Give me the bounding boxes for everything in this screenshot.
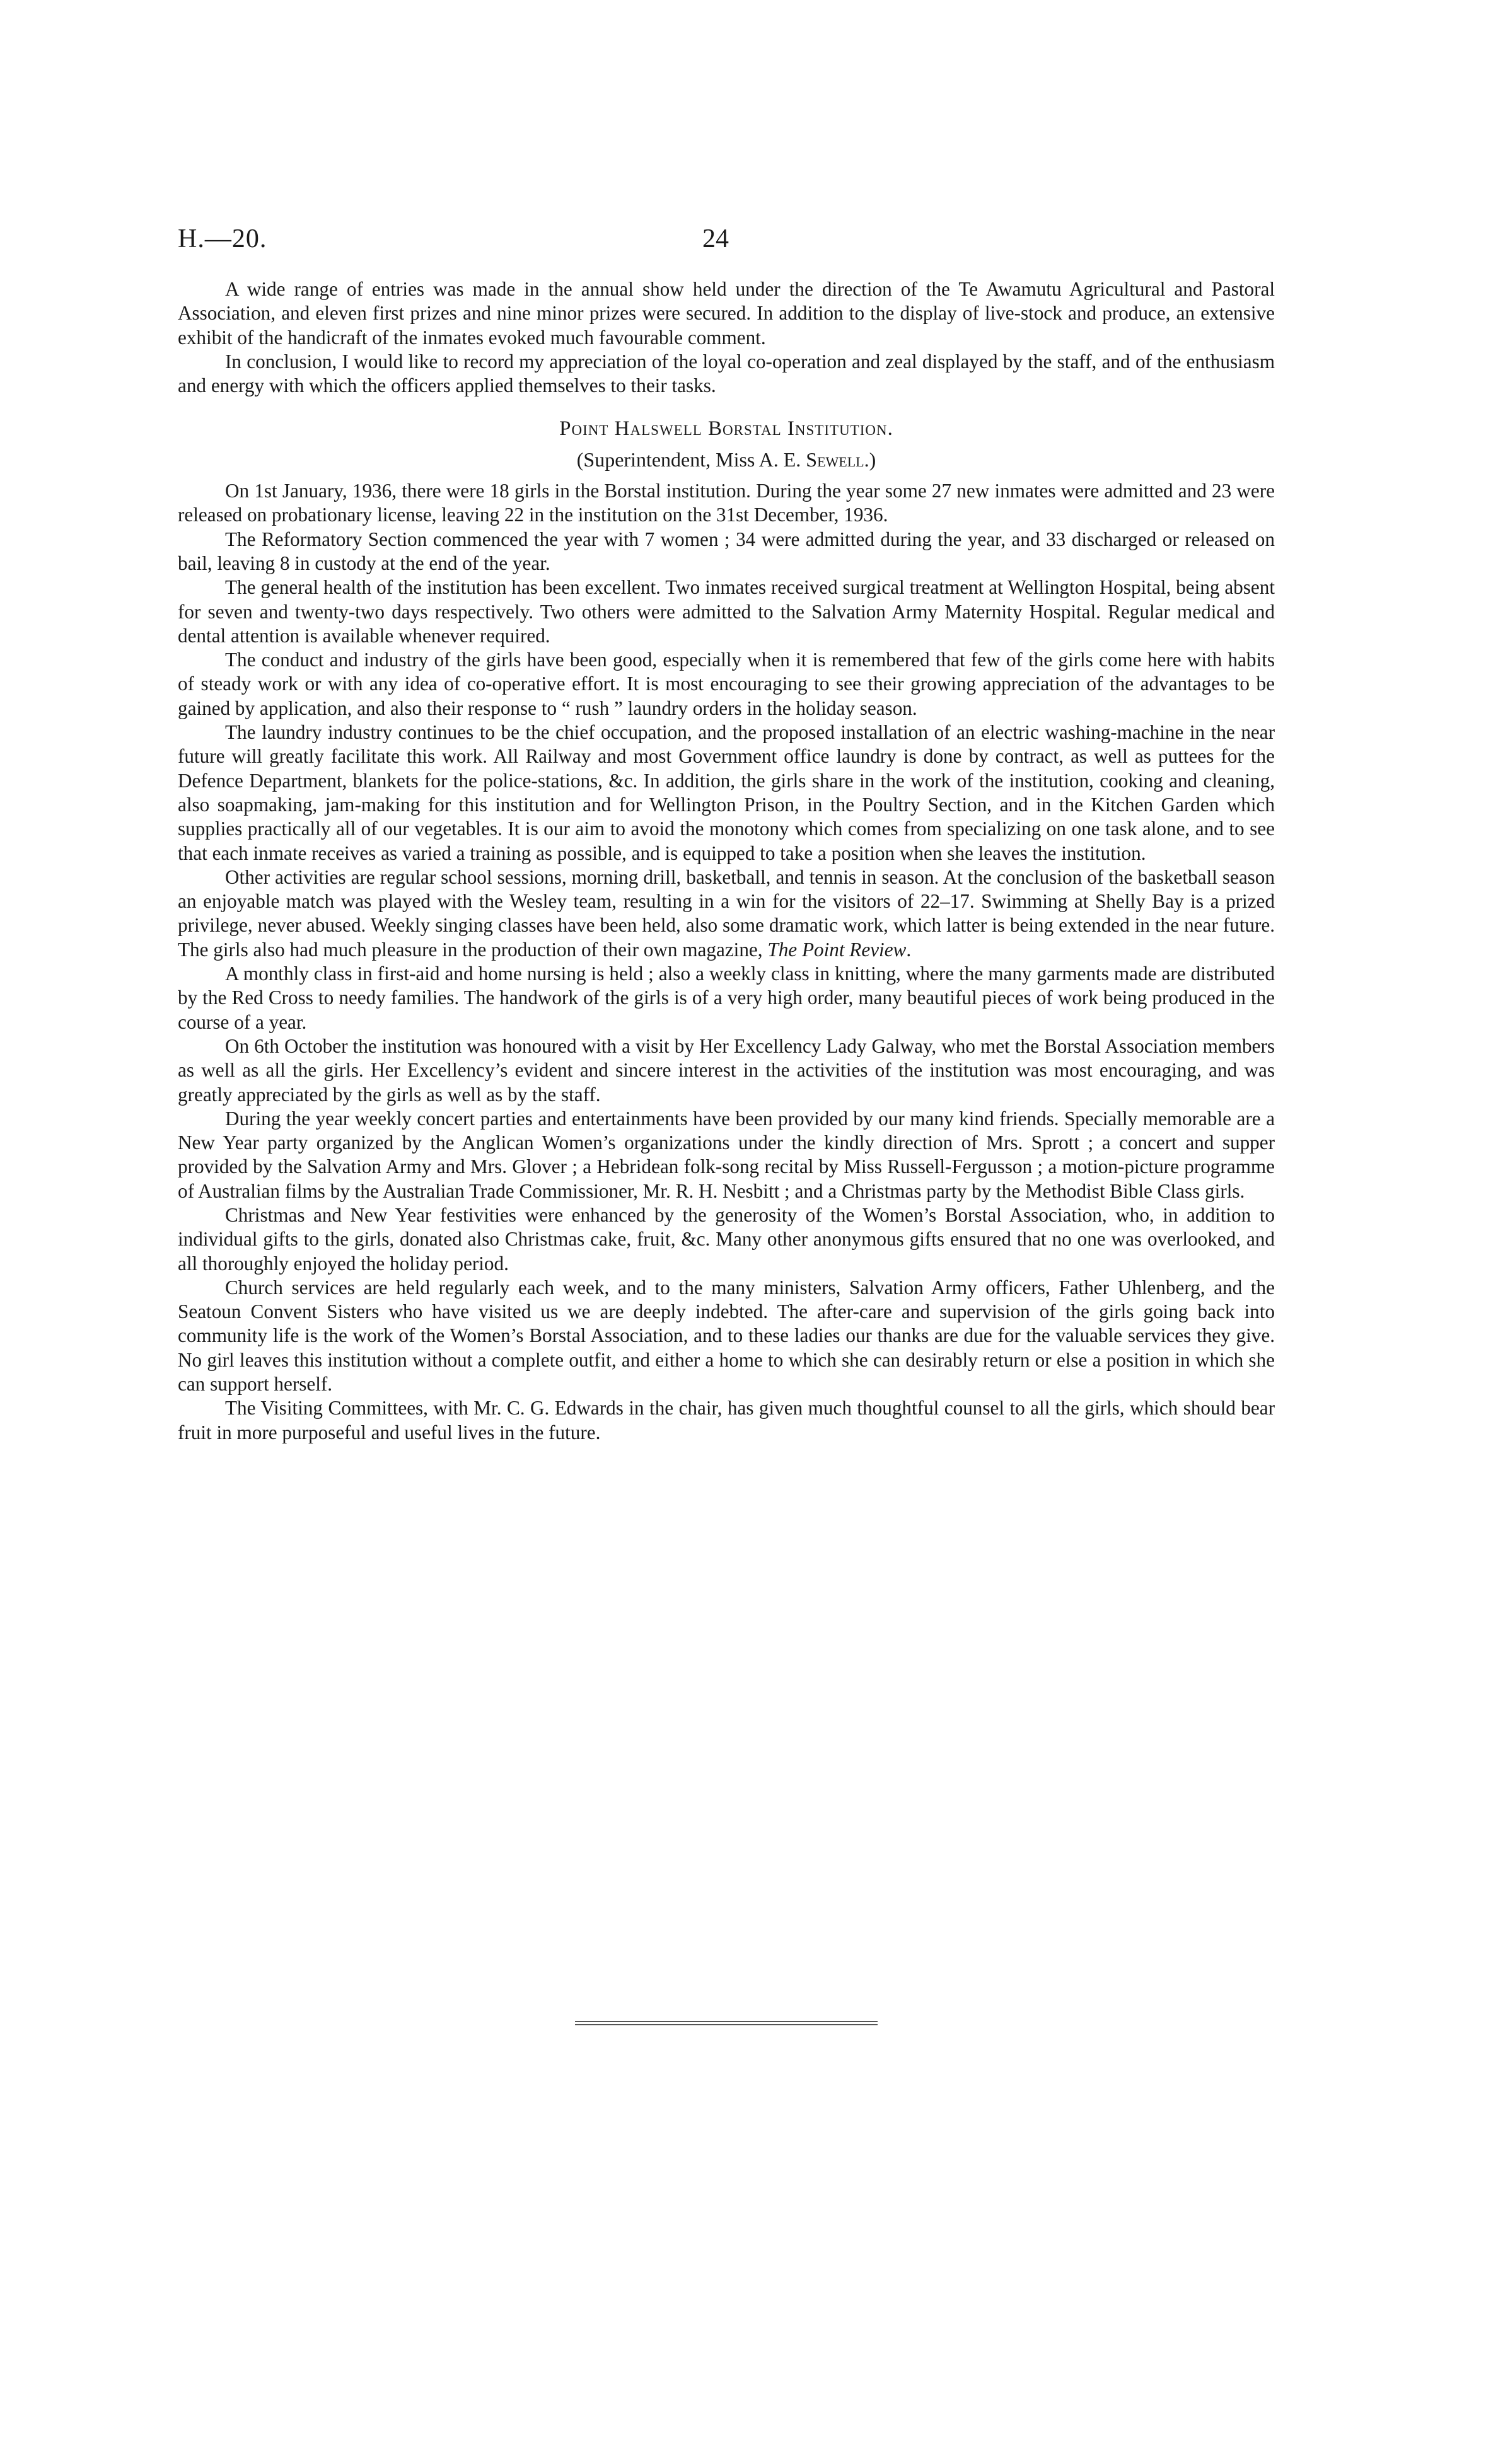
paragraph-reformatory: The Reformatory Section commenced the year with 7 women ; 34 were admitted during the year, and 33 discharged or released on bail, leaving 8 in custody at the end of the year. (178, 528, 1275, 574)
report-reference: H.—20. (178, 224, 267, 253)
paragraph-inmates: On 1st January, 1936, there were 18 girls in the Borstal institution. During the year some 27 new inmates were admitted and 23 were released on probationary license, leaving 22 in the institution on the 31st December, 1936. (178, 480, 1275, 526)
subheading-suffix: .) (864, 448, 876, 471)
paragraph-conclusion: In conclusion, I would like to record my appreciation of the loyal co-operation and zeal displayed by the staff, and of the enthusiasm and energy with which the officers applied themselves to their tasks. (178, 350, 1275, 397)
paragraph-visit: On 6th October the institution was honoured with a visit by Her Excellency Lady Galway, who met the Borstal Association members as well as all the girls. Her Excellency’s evident and sincere interest in the activities of the institution was most encouraging, and was greatly appreciated by the girls as well as by the staff. (178, 1034, 1275, 1106)
closing-rule-line-top (575, 2021, 878, 2022)
page-number: 24 (702, 224, 729, 253)
paragraph-church: Church services are held regularly each week, and to the many ministers, Salvation Army officers, Father Uhlenberg, and the Seatoun Convent Sisters who have visited us we are deeply indebted. The after-care and supervision of the girls going back into community life is the work of the Women’s Borstal Association, and to these ladies our thanks are due for the valuable services they give. No girl leaves this institution without a complete outfit, and either a home to which she can desirably return or else a position in which she can support herself. (178, 1276, 1275, 1396)
paragraph-health: The general health of the institution has been excellent. Two inmates received surgical treatment at Wellington Hospital, being absent for seven and twenty-two days respectively. Two others were admitted to the Salvation Army Maternity Hospital. Regular medical and dental attention is available whenever required. (178, 576, 1275, 647)
paragraph-entertainments: During the year weekly concert parties and entertainments have been provided by our many kind friends. Specially memorable are a New Year party organized by the Anglican Women’s organizations under the kindly direction of Mrs. Sprott ; a concert and supper provided by the Salvation Army and Mrs. Glover ; a Hebridean folk-song recital by Miss Russell-Fergusson ; a motion-picture programme of Australian films by the Australian Trade Commissioner, Mr. R. H. Nesbitt ; and a Christmas party by the Methodist Bible Class girls. (178, 1107, 1275, 1202)
closing-rule (575, 2021, 878, 2027)
paragraph-conduct: The conduct and industry of the girls have been good, especially when it is remembered that few of the girls come here with habits of steady work or with any idea of co-operative effort. It is most encouraging to see their growing appreciation of the advantages to be gained by application, and also their response to “ rush ” laundry orders in the holiday season. (178, 649, 1275, 719)
superintendent-name: Sewell (806, 448, 864, 471)
page-header (178, 224, 1287, 262)
activities-text: Other activities are regular school sessions, morning drill, basketball, and tennis in season. At the conclusion of the basketball season an enjoyable match was played with the Wesley team, resulting in a win for the visitors of 22–17. Swimming at Shelly Bay is a prized privilege, never abused. Weekly singing classes have been held, also some dramatic work, which latter is being extended in the near future. The girls also had much pleasure in the production of their own magazine, (178, 865, 1275, 961)
page-body (178, 277, 1275, 1445)
paragraph-first-aid: A monthly class in first-aid and home nursing is held ; also a weekly class in knitting, where the many garments made are distributed by the Red Cross to needy families. The handwork of the girls is of a very high order, many beautiful pieces of work being produced in the course of a year. (178, 963, 1275, 1033)
paragraph-laundry: The laundry industry continues to be the chief occupation, and the proposed installation of an electric washing-machine in the near future will greatly facilitate this work. All Railway and most Government office laundry is done by contract, as well as puttees for the Defence Department, blankets for the police-stations, &c. In addition, the girls share in the work of the institution, cooking and cleaning, also soapmaking, jam-making for this institution and for Wellington Prison, in the Poultry Section, and in the Kitchen Garden which supplies practically all of our vegetables. It is our aim to avoid the monotony which comes from specializing on one task alone, and to see that each inmate receives as varied a training as possible, and is equipped to take a position when she leaves the institution. (178, 721, 1275, 864)
section-heading: Point Halswell Borstal Institution. (559, 417, 893, 441)
subheading-prefix: (Superintendent, Miss A. E. (576, 448, 806, 471)
activities-end: . (906, 938, 912, 961)
paragraph-christmas: Christmas and New Year festivities were enhanced by the generosity of the Women’s Borstal Association, who, in addition to individual gifts to the girls, donated also Christmas cake, fruit, &c. Many other anonymous gifts ensured that no one was overlooked, and all thoroughly enjoyed the holiday period. (178, 1203, 1275, 1275)
closing-rule-line-bottom (575, 2024, 878, 2025)
section-subheading (178, 448, 1275, 471)
paragraph-activities (178, 865, 1275, 962)
paragraph-committees: The Visiting Committees, with Mr. C. G. Edwards in the chair, has given much thoughtful counsel to all the girls, which should bear fruit in more purposeful and useful lives in the future. (178, 1397, 1275, 1443)
magazine-title: The Point Review (767, 938, 907, 961)
paragraph-show: A wide range of entries was made in the annual show held under the direction of the Te Awamutu Agricultural and Pastoral Association, and eleven first prizes and nine minor prizes were secured. In addition to the display of live-stock and produce, an extensive exhibit of the handicraft of the inmates evoked much favourable comment. (178, 278, 1275, 349)
